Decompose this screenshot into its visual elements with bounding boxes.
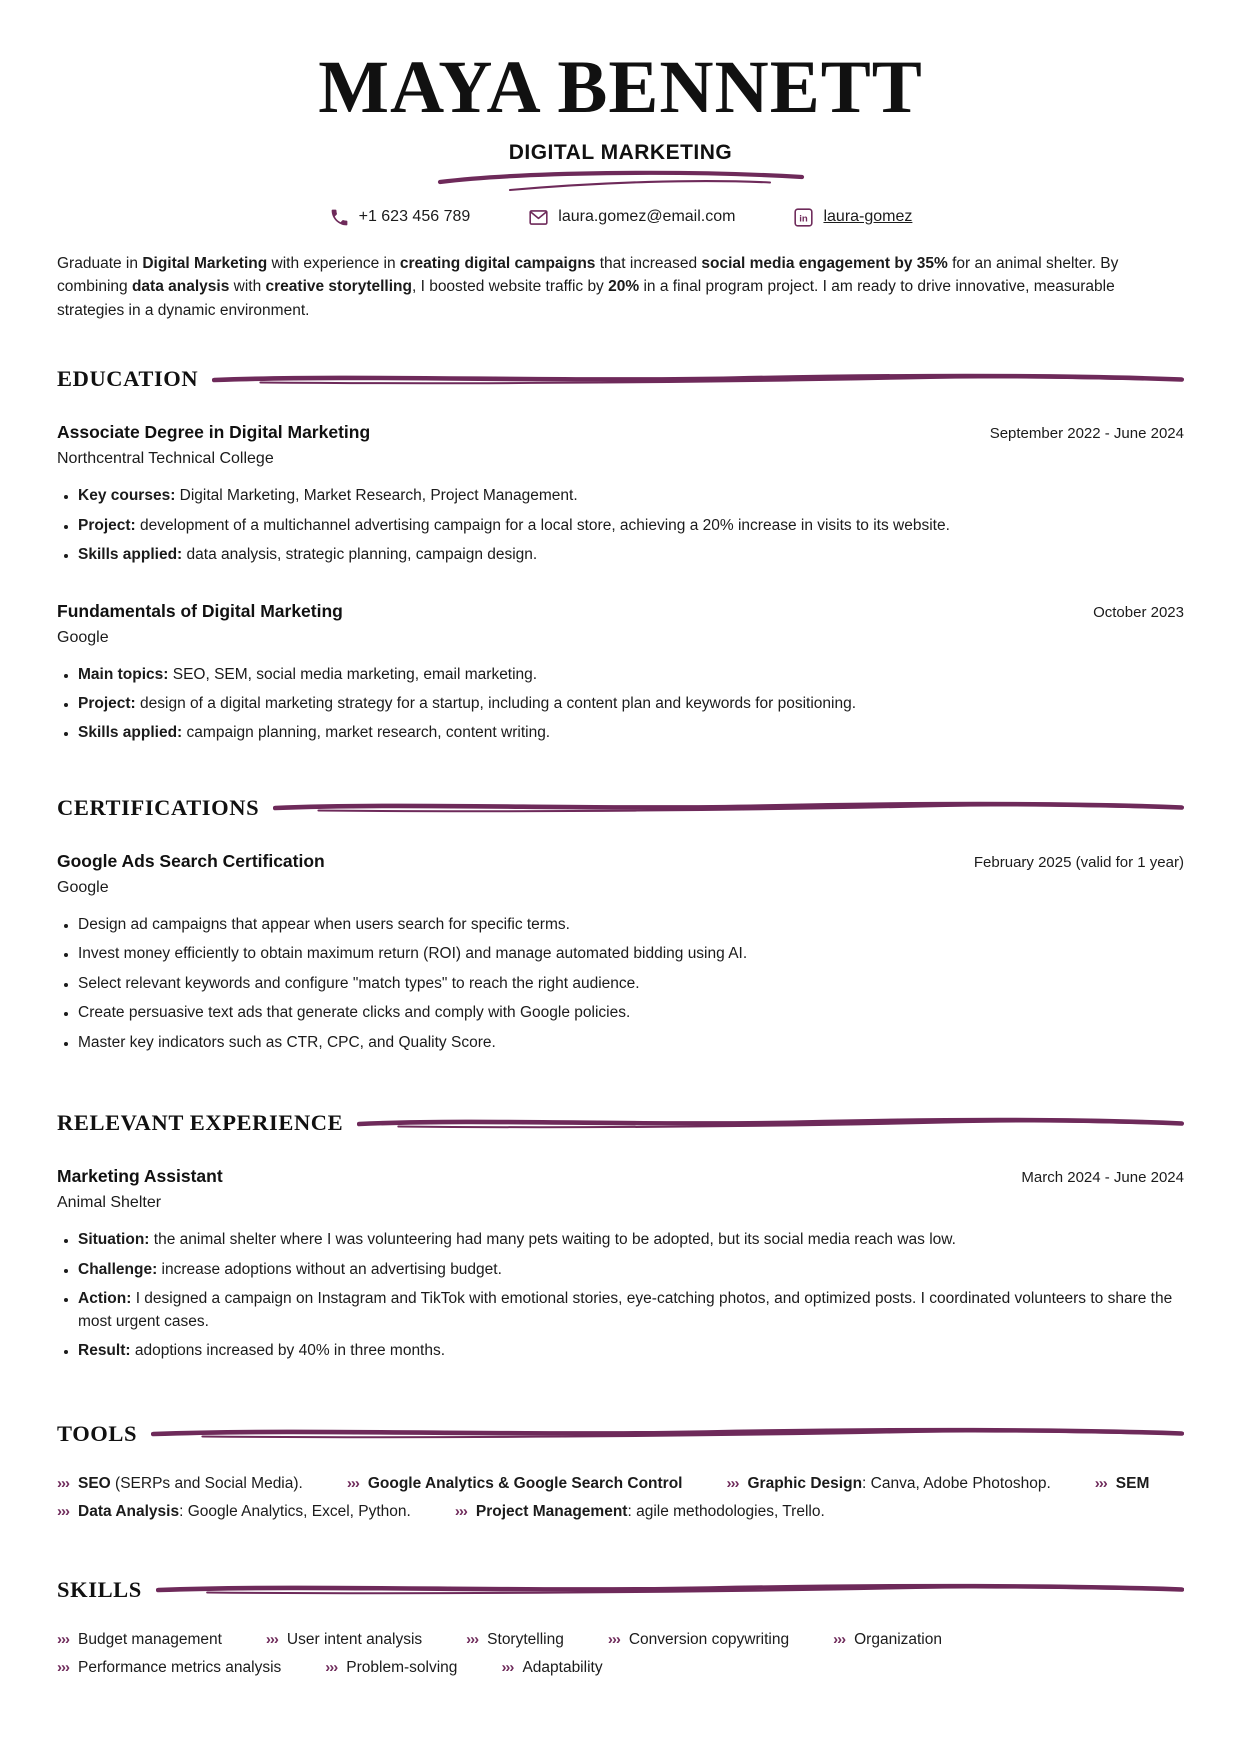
bullet-item — [78, 722, 1184, 744]
entry-header — [57, 422, 1184, 443]
section-heading-row — [57, 1110, 1184, 1136]
text-segment: social media engagement by 35% — [701, 254, 948, 272]
contact-linkedin-label[interactable]: laura-gomez — [823, 208, 913, 225]
text-segment: Project: — [78, 516, 136, 534]
skills-item-label: Performance metrics analysis — [78, 1658, 282, 1676]
entry-title: Fundamentals of Digital Marketing — [57, 600, 343, 621]
text-segment: Invest money efficiently to obtain maximum return (ROI) and manage automated bidding using AI. — [78, 945, 748, 963]
experience-entry — [57, 1166, 1184, 1362]
tools-item — [455, 1503, 825, 1521]
text-segment: SEO — [78, 1474, 111, 1492]
entry-organization: Google — [57, 878, 109, 896]
skills-item — [57, 1659, 281, 1677]
text-segment: Key courses: — [78, 487, 176, 505]
entry-organization: Northcentral Technical College — [57, 450, 274, 468]
text-segment: Google Analytics & Google Search Control — [367, 1474, 683, 1492]
envelope-icon — [528, 207, 549, 228]
bullet-list — [57, 664, 1184, 745]
bullet-item — [78, 1259, 1184, 1281]
phone-icon — [329, 207, 350, 228]
tools-item-label — [78, 1475, 303, 1493]
text-segment: creative storytelling — [265, 278, 412, 296]
text-segment: Design ad campaigns that appear when users search for specific terms. — [78, 915, 570, 933]
text-segment: Challenge: — [78, 1260, 158, 1278]
bullet-item — [78, 515, 1184, 537]
tools-item-label — [78, 1503, 411, 1521]
entry-title: Associate Degree in Digital Marketing — [57, 422, 371, 443]
skills-list — [57, 1631, 1184, 1677]
triple-chevron-icon: ››› — [57, 1502, 69, 1520]
triple-chevron-icon: ››› — [57, 1474, 69, 1492]
skills-item-label: Organization — [854, 1630, 942, 1648]
education-entry — [57, 601, 1184, 745]
text-segment: in a final program project. I am ready to drive innovative, measurable strategies in a dynamic environment. — [57, 278, 1115, 319]
skills-item — [833, 1631, 942, 1649]
certifications-entry — [57, 851, 1184, 1054]
tools-item-label — [476, 1503, 825, 1521]
section-heading-row — [57, 795, 1184, 821]
text-segment: Result: — [78, 1342, 131, 1360]
text-segment: Digital Marketing, Market Research, Project Management. — [175, 487, 578, 505]
triple-chevron-icon: ››› — [607, 1630, 620, 1648]
section-education — [57, 366, 1184, 745]
text-segment: Graduate in — [57, 254, 143, 272]
text-segment: Situation: — [78, 1231, 150, 1249]
text-segment: Data Analysis — [78, 1502, 180, 1520]
text-segment: Digital Marketing — [142, 254, 268, 272]
brush-divider-icon — [151, 1427, 1184, 1440]
brush-divider-icon — [273, 801, 1184, 814]
education-entry — [57, 422, 1184, 566]
certifications-entries — [57, 851, 1184, 1054]
text-segment: : Canva, Adobe Photoshop. — [862, 1474, 1051, 1492]
triple-chevron-icon: ››› — [57, 1630, 69, 1648]
text-segment: Create persuasive text ads that generate clicks and comply with Google policies. — [78, 1004, 631, 1022]
section-title: RELEVANT EXPERIENCE — [57, 1110, 344, 1136]
text-segment: development of a multichannel advertising campaign for a local store, achieving a 20% increase in visits to its website. — [135, 516, 950, 534]
section-title: CERTIFICATIONS — [57, 794, 260, 820]
text-segment: Project: — [78, 695, 136, 713]
bullet-item — [78, 1340, 1184, 1362]
tools-item-label — [747, 1475, 1050, 1493]
skills-item-label: Conversion copywriting — [628, 1630, 790, 1648]
bullet-item — [78, 485, 1184, 507]
contact-email-label[interactable]: laura.gomez@email.com — [558, 208, 736, 225]
text-segment: data analysis, strategic planning, campaign design. — [182, 546, 538, 564]
bullet-item — [78, 973, 1184, 995]
entry-date: October 2023 — [1093, 603, 1184, 621]
entry-header — [57, 851, 1184, 872]
triple-chevron-icon: ››› — [726, 1474, 739, 1492]
skills-item — [608, 1631, 789, 1649]
tools-item — [57, 1475, 303, 1493]
text-segment: for an animal shelter. By combining — [57, 254, 1119, 296]
bullet-item — [78, 544, 1184, 566]
contact-phone — [329, 207, 471, 228]
tools-item — [57, 1503, 411, 1521]
section-experience — [57, 1110, 1184, 1362]
skills-item-label: Budget management — [78, 1630, 222, 1648]
bullet-item — [78, 1002, 1184, 1024]
skills-item — [325, 1659, 457, 1677]
tools-item — [726, 1475, 1050, 1493]
triple-chevron-icon: ››› — [501, 1658, 514, 1676]
brush-divider-icon — [156, 1583, 1184, 1596]
text-segment: campaign planning, market research, content writing. — [182, 724, 551, 742]
tools-list — [57, 1475, 1184, 1521]
skills-item — [57, 1631, 222, 1649]
text-segment: SEO, SEM, social media marketing, email marketing. — [168, 665, 538, 683]
entry-organization: Animal Shelter — [57, 1194, 162, 1212]
skills-item — [266, 1631, 422, 1649]
person-name: MAYA BENNETT — [318, 46, 923, 129]
skills-item-label: Adaptability — [522, 1658, 603, 1676]
entry-date: September 2022 - June 2024 — [989, 425, 1184, 443]
brush-divider-icon — [357, 1117, 1184, 1130]
text-segment: Project Management — [475, 1502, 628, 1520]
text-segment: : agile methodologies, Trello. — [627, 1502, 825, 1520]
text-segment: creating digital campaigns — [399, 254, 596, 272]
text-segment: SEM — [1115, 1474, 1150, 1492]
entry-title: Google Ads Search Certification — [57, 850, 325, 871]
text-segment: Master key indicators such as CTR, CPC, and Quality Score. — [78, 1033, 496, 1051]
skills-item-label: User intent analysis — [286, 1630, 423, 1648]
summary-paragraph — [57, 252, 1184, 323]
entry-date: March 2024 - June 2024 — [1021, 1169, 1184, 1187]
svg-text:in: in — [799, 212, 809, 224]
bullet-list — [57, 485, 1184, 566]
contact-email — [528, 207, 735, 228]
triple-chevron-icon: ››› — [325, 1658, 338, 1676]
bullet-list — [57, 914, 1184, 1054]
skills-item — [501, 1659, 602, 1677]
entry-title: Marketing Assistant — [57, 1166, 223, 1187]
text-segment: Skills applied: — [78, 546, 183, 564]
section-skills — [57, 1577, 1184, 1677]
triple-chevron-icon: ››› — [57, 1658, 69, 1676]
title-underline-swoosh — [57, 169, 1184, 195]
text-segment: Select relevant keywords and configure "match types" to reach the right audience. — [78, 974, 640, 992]
swoosh-stroke-icon — [432, 169, 810, 195]
triple-chevron-icon: ››› — [833, 1630, 846, 1648]
bullet-item — [78, 1032, 1184, 1054]
text-segment: data analysis — [131, 278, 230, 296]
section-title: SKILLS — [57, 1576, 142, 1602]
text-segment: increase adoptions without an advertising budget. — [157, 1260, 502, 1278]
text-segment: : Google Analytics, Excel, Python. — [179, 1502, 411, 1520]
section-tools — [57, 1421, 1184, 1521]
text-segment: design of a digital marketing strategy for a startup, including a content plan and keywords for positioning. — [135, 695, 857, 713]
section-title: EDUCATION — [57, 366, 199, 392]
bullet-item — [78, 693, 1184, 715]
triple-chevron-icon: ››› — [265, 1630, 278, 1648]
text-segment: I designed a campaign on Instagram and TikTok with emotional stories, eye-catching photos, and optimized posts. I coordinated volunteers to share the most urgent cases. — [78, 1290, 1173, 1330]
text-segment: with — [229, 278, 266, 296]
section-heading-row — [57, 366, 1184, 392]
skills-item-label: Storytelling — [487, 1630, 564, 1648]
contact-row — [57, 207, 1184, 228]
experience-entries — [57, 1166, 1184, 1362]
bullet-item — [78, 914, 1184, 936]
text-segment: Skills applied: — [78, 724, 183, 742]
section-heading-row — [57, 1577, 1184, 1603]
text-segment: adoptions increased by 40% in three months. — [130, 1342, 446, 1360]
triple-chevron-icon: ››› — [1094, 1474, 1107, 1492]
bullet-item — [78, 1229, 1184, 1251]
section-heading-row — [57, 1421, 1184, 1447]
skills-item — [466, 1631, 564, 1649]
brush-divider-icon — [212, 373, 1184, 386]
entry-organization: Google — [57, 628, 109, 646]
triple-chevron-icon: ››› — [346, 1474, 359, 1492]
bullet-list — [57, 1229, 1184, 1362]
text-segment: , I boosted website traffic by — [411, 278, 609, 296]
tools-item — [347, 1475, 683, 1493]
text-segment: Action: — [78, 1290, 132, 1308]
text-segment: Graphic Design — [747, 1474, 863, 1492]
entry-header — [57, 601, 1184, 622]
entry-header — [57, 1166, 1184, 1187]
text-segment: with experience in — [267, 254, 400, 272]
job-title: DIGITAL MARKETING — [508, 140, 733, 164]
section-title: TOOLS — [57, 1420, 138, 1446]
section-certifications — [57, 795, 1184, 1054]
text-segment: that increased — [595, 254, 702, 272]
tools-item — [1095, 1475, 1150, 1493]
education-entries — [57, 422, 1184, 745]
text-segment: (SERPs and Social Media). — [110, 1474, 303, 1492]
tools-item-label — [368, 1475, 683, 1493]
bullet-item — [78, 943, 1184, 965]
bullet-item — [78, 1288, 1184, 1333]
skills-item-label: Problem-solving — [346, 1658, 458, 1676]
bullet-item — [78, 664, 1184, 686]
text-segment: Main topics: — [78, 665, 169, 683]
entry-date: February 2025 (valid for 1 year) — [973, 853, 1184, 871]
text-segment: 20% — [608, 278, 640, 296]
triple-chevron-icon: ››› — [466, 1630, 479, 1648]
text-segment: the animal shelter where I was volunteering had many pets waiting to be adopted, but its social media reach was low. — [149, 1231, 956, 1249]
linkedin-icon — [793, 207, 814, 228]
triple-chevron-icon: ››› — [454, 1502, 467, 1520]
tools-item-label — [1116, 1475, 1150, 1493]
contact-phone-label: +1 623 456 789 — [358, 208, 471, 225]
contact-linkedin — [793, 207, 912, 228]
